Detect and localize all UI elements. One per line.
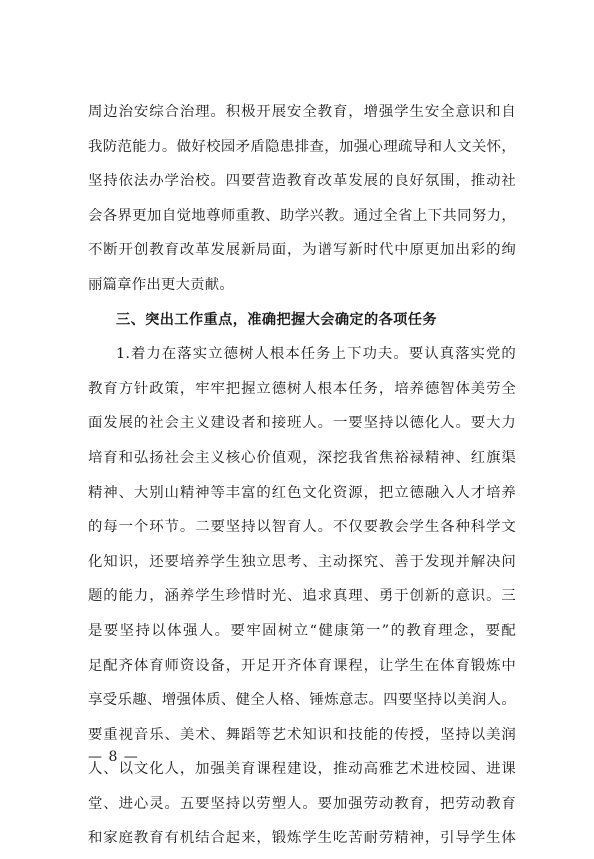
text-line: 面发展的社会主义建设者和接班人。一要坚持以德化人。要大力 [88, 415, 516, 432]
section-heading: 三、突出工作重点，准确把握大会确定的各项任务 [116, 311, 437, 328]
text-line: 丽篇章作出更大贡献。 [88, 276, 234, 293]
text-line: 会各界更加自觉地尊师重教、助学兴教。通过全省上下共同努力， [88, 207, 516, 224]
text-line: 精神、大别山精神等丰富的红色文化资源，把立德融入人才培养 [88, 484, 516, 501]
text-line: 享受乐趣、增强体质、健全人格、锤炼意志。四要坚持以美润人。 [88, 692, 516, 709]
text-line: 是要坚持以体强人。要牢固树立“健康第一”的教育理念，要配 [88, 622, 516, 639]
text-line: 不断开创教育改革发展新局面，为谱写新时代中原更加出彩的绚 [88, 242, 516, 259]
text-line: 坚持依法办学治校。四要营造教育改革发展的良好氛围，推动社 [88, 173, 516, 190]
text-line: 周边治安综合治理。积极开展安全教育，增强学生安全意识和自 [88, 104, 516, 120]
text-line: 足配齐体育师资设备，开足开齐体育课程，让学生在体育锻炼中 [88, 657, 516, 674]
text-line: 题的能力，涵养学生珍惜时光、追求真理、勇于创新的意识。三 [88, 588, 516, 605]
page-number: — 8 — [88, 749, 139, 765]
text-line: 教育方针政策，牢牢把握立德树人根本任务，培养德智体美劳全 [88, 380, 516, 397]
text-line: 和家庭教育有机结合起来，锻炼学生吃苦耐劳精神，引导学生体 [88, 830, 516, 847]
text-line: 堂、进心灵。五要坚持以劳塑人。要加强劳动教育，把劳动教育 [88, 795, 516, 812]
text-line: 人、以文化人，加强美育课程建设，推动高雅艺术进校园、进课 [88, 761, 516, 778]
text-line: 培育和弘扬社会主义核心价值观，深挖我省焦裕禄精神、红旗渠 [88, 449, 516, 466]
text-line: 的每一个环节。二要坚持以智育人。不仅要教会学生各种科学文 [88, 519, 516, 536]
text-line: 1.着力在落实立德树人根本任务上下功夫。要认真落实党的 [116, 346, 516, 363]
text-line: 要重视音乐、美术、舞蹈等艺术知识和技能的传授，坚持以美润 [88, 726, 516, 743]
body-text [88, 98, 516, 859]
text-line: 化知识，还要培养学生独立思考、主动探究、善于发现并解决问 [88, 553, 516, 570]
text-line: 我防范能力。做好校园矛盾隐患排查，加强心理疏导和人文关怀， [88, 138, 516, 155]
